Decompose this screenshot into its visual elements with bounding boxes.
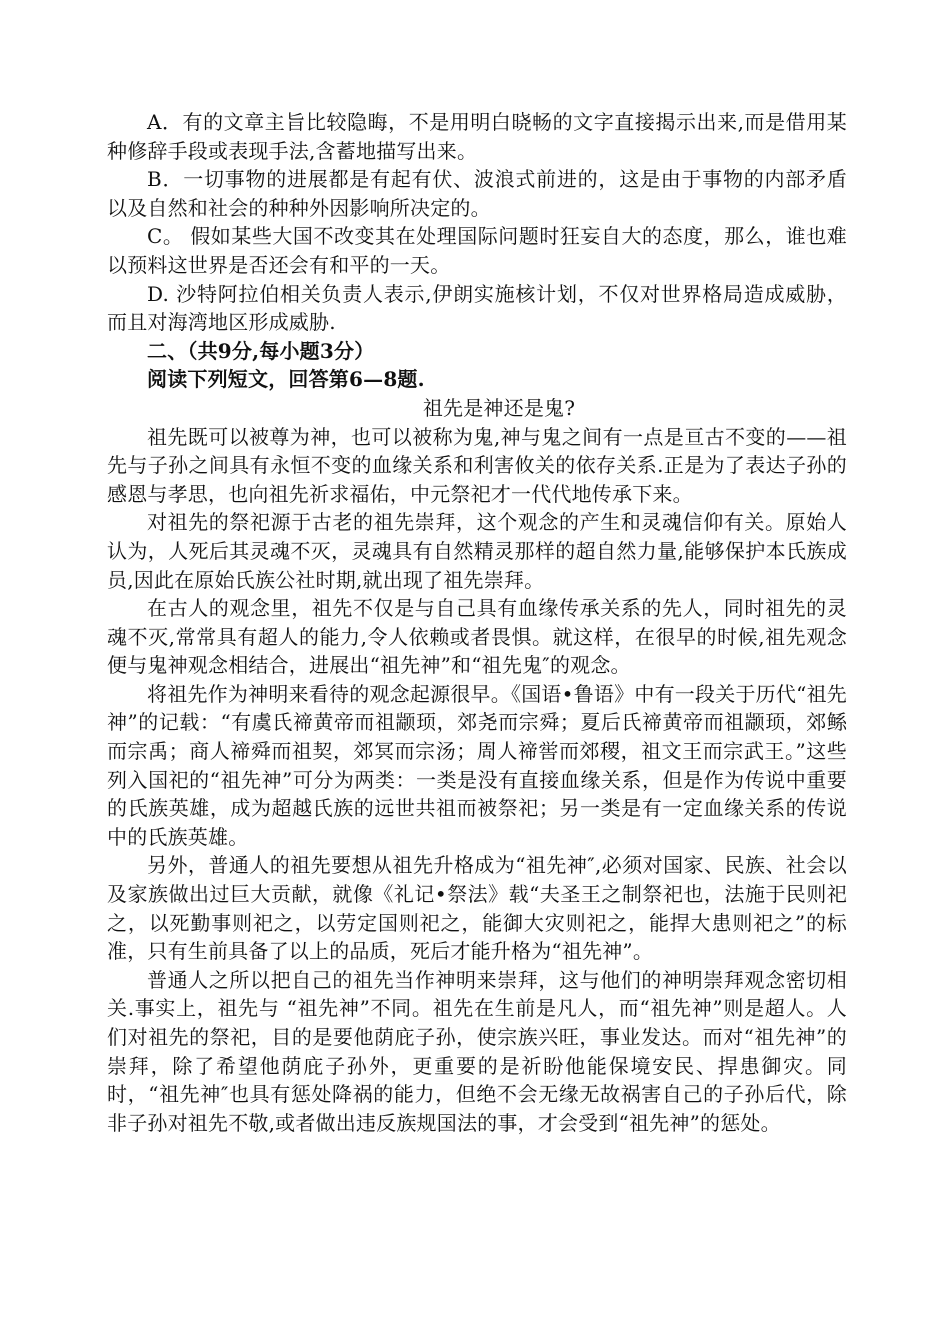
option-a: A．有的文章主旨比较隐晦，不是用明白晓畅的文字直接揭示出来,而是借用某种修辞手段或表现手法,含蓄地描写出来。 (107, 110, 847, 163)
article-paragraph-6: 普通人之所以把自己的祖先当作神明来崇拜，这与他们的神明崇拜观念密切相关.事实上，祖先与 “祖先神”不同。祖先在生前是凡人，而“祖先神”则是超人。人们对祖先的祭祀，目的是要他荫庇子孙，使宗族兴旺，事业发达。而对“祖先神”的崇拜，除了希望他荫庇子孙外，更重要的是祈盼他能保境安民、捍患御灾。同时，“祖先神″也具有惩处降祸的能力，但绝不会无缘无故祸害自己的子孙后代，除非子孙对祖先不敬,或者做出违反族规国法的事，才会受到“祖先神”的惩处。 (107, 967, 847, 1135)
article-paragraph-2: 对祖先的祭祀源于古老的祖先崇拜，这个观念的产生和灵魂信仰有关。原始人认为，人死后其灵魂不灭，灵魂具有自然精灵那样的超自然力量,能够保护本氏族成员,因此在原始氏族公社时期,就出现了祖先崇拜。 (107, 510, 847, 592)
document-page (107, 108, 847, 1137)
article-paragraph-5: 另外，普通人的祖先要想从祖先升格成为“祖先神″,必须对国家、民族、社会以及家族做出过巨大贡献，就像《礼记•祭法》载“夫圣王之制祭祀也，法施于民则祀之，以死勤事则祀之，以劳定国则祀之，能御大灾则祀之，能捍大患则祀之”的标准，只有生前具备了以上的品质，死后才能升格为“祖先神”。 (107, 853, 847, 964)
option-b: B．一切事物的进展都是有起有伏、波浪式前进的，这是由于事物的内部矛盾以及自然和社会的种种外因影响所决定的。 (107, 167, 847, 220)
section-instruction: 阅读下列短文，回答第6—8题. (147, 367, 425, 392)
section-heading: 二、（共9分,每小题3分） (147, 338, 375, 363)
article-title: 祖先是神还是鬼? (422, 395, 576, 420)
article-paragraph-1: 祖先既可以被尊为神，也可以被称为鬼,神与鬼之间有一点是亘古不变的——祖先与子孙之间具有永恒不变的血缘关系和利害攸关的依存关系.正是为了表达子孙的感恩与孝思，也向祖先祈求福佑，中元祭祀才一代代地传承下来。 (107, 424, 847, 506)
option-d: D. 沙特阿拉伯相关负责人表示,伊朗实施核计划，不仅对世界格局造成威胁，而且对海湾地区形成威胁. (107, 281, 847, 335)
article-paragraph-4: 将祖先作为神明来看待的观念起源很早。《国语•鲁语》中有一段关于历代“祖先神”的记载：“有虞氏禘黄帝而祖颛顼，郊尧而宗舜；夏后氏禘黄帝而祖颛顼，郊鲧而宗禹；商人禘舜而祖契，郊冥而宗汤；周人禘喾而郊稷，祖文王而宗武王。”这些列入国祀的“祖先神”可分为两类：一类是没有直接血缘关系，但是作为传说中重要的氏族英雄，成为超越氏族的远世共祖而被祭祀；另一类是有一定血缘关系的传说中的氏族英雄。 (107, 681, 847, 849)
article-paragraph-3: 在古人的观念里，祖先不仅是与自己具有血缘传承关系的先人，同时祖先的灵魂不灭,常常具有超人的能力,令人依赖或者畏惧。就这样，在很早的时候,祖先观念便与鬼神观念相结合，进展出“祖先神”和“祖先鬼″的观念。 (107, 596, 847, 678)
option-c: C。 假如某些大国不改变其在处理国际问题时狂妄自大的态度，那么，谁也难以预料这世界是否还会有和平的一天。 (107, 224, 847, 277)
